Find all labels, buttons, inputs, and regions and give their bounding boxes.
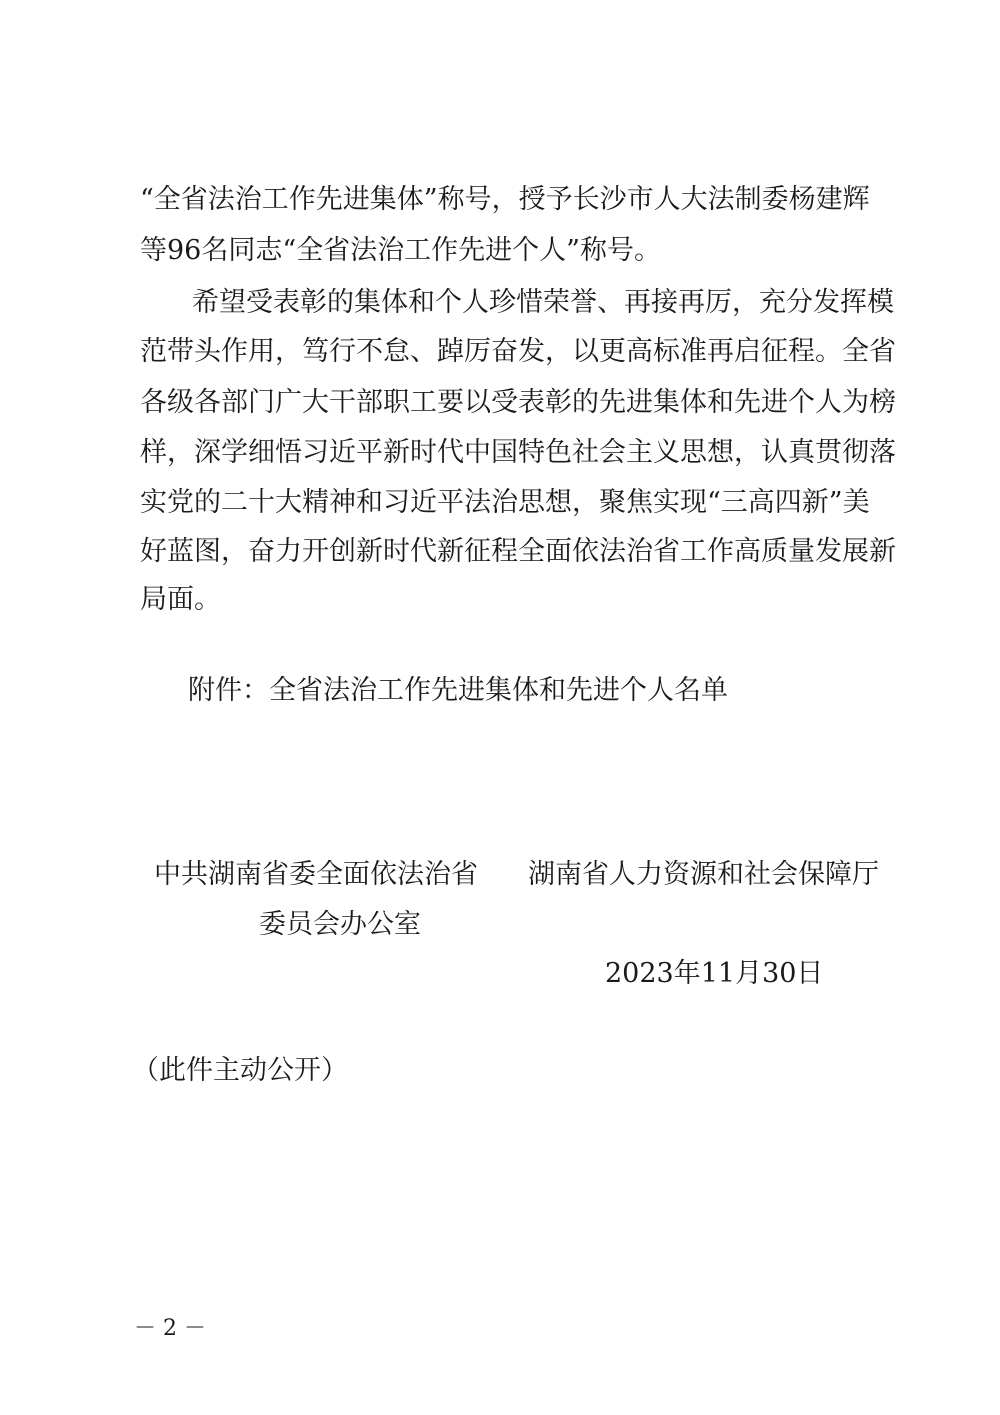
body-line: “全省法治工作先进集体”称号，授予长沙市人大法制委杨建辉 xyxy=(140,184,870,215)
body-line: 实党的二十大精神和习近平法治思想，聚焦实现“三高四新”美 xyxy=(140,487,870,518)
body-line: 各级各部门广大干部职工要以受表彰的先进集体和先进个人为榜 xyxy=(140,387,896,418)
signature-right: 湖南省人力资源和社会保障厅 xyxy=(528,859,879,890)
body-line: 范带头作用，笃行不怠、踔厉奋发，以更高标准再启征程。全省 xyxy=(140,336,896,367)
body-line: 希望受表彰的集体和个人珍惜荣誉、再接再厉，充分发挥模 xyxy=(192,287,894,318)
signature-left-line2: 委员会办公室 xyxy=(259,909,421,940)
signature-left-line1: 中共湖南省委全面依法治省 xyxy=(154,859,478,890)
page-number: － 2 － xyxy=(134,1316,206,1341)
body-line: 样，深学细悟习近平新时代中国特色社会主义思想，认真贯彻落 xyxy=(140,437,896,468)
disclosure-notice: （此件主动公开） xyxy=(132,1055,348,1086)
attachment-line: 附件：全省法治工作先进集体和先进个人名单 xyxy=(188,675,728,706)
body-line: 局面。 xyxy=(140,584,221,615)
document-date: 2023年11月30日 xyxy=(605,958,824,989)
body-line: 等96名同志“全省法治工作先进个人”称号。 xyxy=(140,235,661,266)
body-line: 好蓝图，奋力开创新时代新征程全面依法治省工作高质量发展新 xyxy=(140,536,896,567)
